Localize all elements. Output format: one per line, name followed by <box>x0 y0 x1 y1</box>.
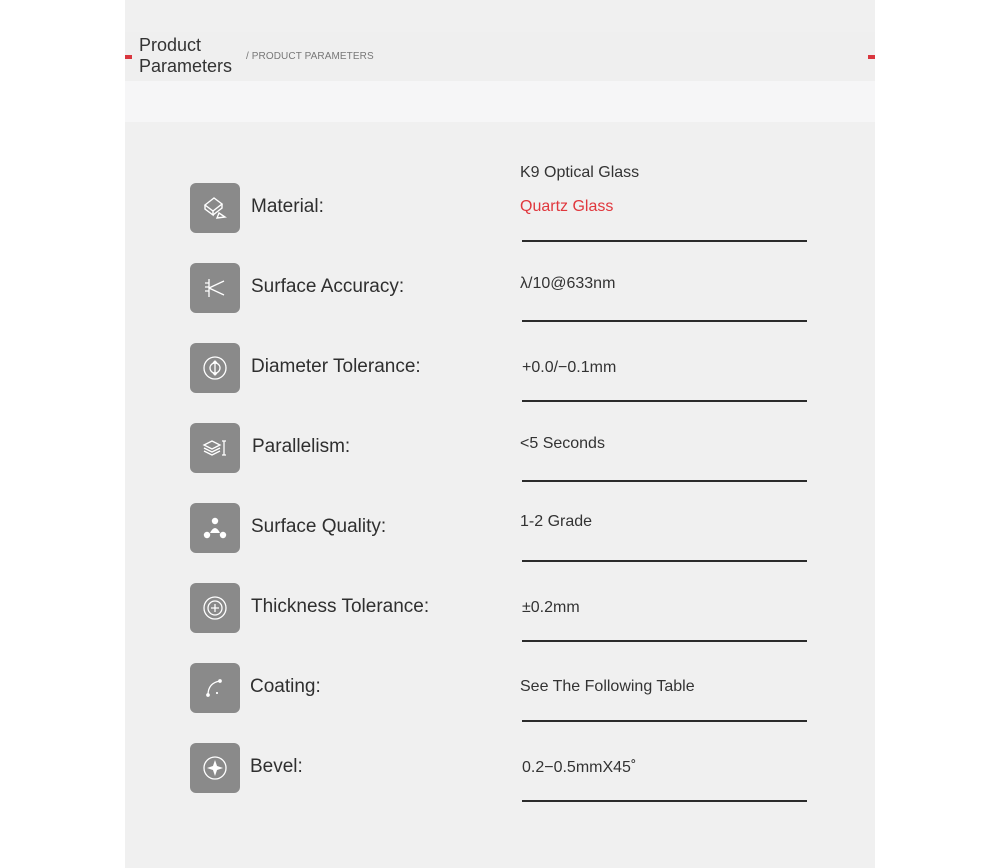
param-label: Surface Quality: <box>251 516 387 537</box>
param-value: 1-2 Grade <box>520 513 593 530</box>
param-value: <5 Seconds <box>520 435 605 452</box>
param-row-surface-accuracy <box>190 263 810 343</box>
param-underline <box>522 400 807 402</box>
coating-icon <box>190 663 240 713</box>
param-label: Thickness Tolerance: <box>251 596 430 617</box>
section-subtitle: / PRODUCT PARAMETERS <box>246 51 374 62</box>
section-title: Product Parameters <box>139 35 233 76</box>
param-underline <box>522 720 807 722</box>
param-label: Parallelism: <box>252 436 351 457</box>
param-row-bevel <box>190 743 810 823</box>
surface-accuracy-icon <box>190 263 240 313</box>
param-row-diameter-tolerance <box>190 343 810 423</box>
param-label: Surface Accuracy: <box>251 276 405 297</box>
param-value: λ/10@633nm <box>520 275 616 292</box>
param-row-surface-quality <box>190 503 810 583</box>
header-sub-band <box>125 81 875 122</box>
accent-mark-left <box>125 55 132 59</box>
material-icon <box>190 183 240 233</box>
param-label: Coating: <box>250 676 321 697</box>
param-row-coating <box>190 663 810 743</box>
param-value: +0.0/−0.1mm <box>522 359 617 376</box>
thickness-tolerance-icon <box>190 583 240 633</box>
param-value: See The Following Table <box>520 678 695 695</box>
param-underline <box>522 800 807 802</box>
param-value: 0.2−0.5mmX45˚ <box>522 759 637 776</box>
diameter-tolerance-icon <box>190 343 240 393</box>
param-underline <box>522 640 807 642</box>
param-row-parallelism <box>190 423 810 503</box>
param-underline <box>522 320 807 322</box>
param-underline <box>522 560 807 562</box>
param-value: K9 Optical Glass <box>520 164 640 181</box>
param-underline <box>522 480 807 482</box>
param-label: Diameter Tolerance: <box>251 356 421 377</box>
bevel-icon <box>190 743 240 793</box>
param-row-material <box>190 164 810 263</box>
param-value: ±0.2mm <box>522 599 580 616</box>
accent-mark-right <box>868 55 875 59</box>
param-value-highlight: Quartz Glass <box>520 198 614 215</box>
param-label: Bevel: <box>250 756 303 777</box>
param-row-thickness-tolerance <box>190 583 810 663</box>
param-underline <box>522 240 807 242</box>
param-label: Material: <box>251 196 324 217</box>
parallelism-icon <box>190 423 240 473</box>
surface-quality-icon <box>190 503 240 553</box>
